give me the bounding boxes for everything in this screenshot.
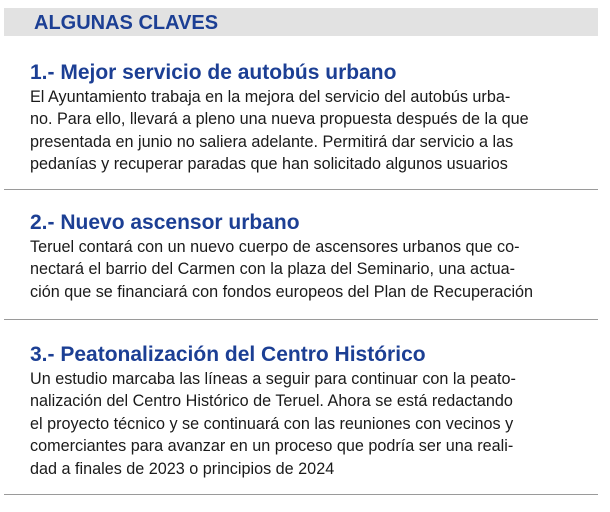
section-1-title: 1.- Mejor servicio de autobús urbano bbox=[30, 61, 397, 84]
section-2-line: Teruel contará con un nuevo cuerpo de ascensores urbanos que co- bbox=[30, 238, 520, 256]
section-3-title: 3.- Peatonalización del Centro Histórico bbox=[30, 343, 426, 366]
section-1-line: pedanías y recuperar paradas que han solicitado algunos usuarios bbox=[30, 155, 508, 174]
section-3-line: comerciantes para avanzar en un proceso que podría ser una reali- bbox=[30, 437, 514, 456]
section-1-line: presentada en junio no saliera adelante. Permitirá dar servicio a las bbox=[30, 132, 514, 151]
header-title: ALGUNAS CLAVES bbox=[34, 12, 219, 34]
section-3-line: dad a finales de 2023 o principios de 2024 bbox=[30, 459, 335, 478]
section-1-body bbox=[30, 86, 590, 176]
section-1 bbox=[30, 60, 590, 176]
section-3-line: Un estudio marcaba las líneas a seguir para continuar con la peato- bbox=[30, 370, 516, 388]
divider-3 bbox=[4, 494, 598, 495]
section-2 bbox=[30, 210, 590, 303]
section-1-line: El Ayuntamiento trabaja en la mejora del servicio del autobús urba- bbox=[30, 88, 511, 106]
section-1-line: no. Para ello, llevará a pleno una nueva propuesta después de la que bbox=[30, 110, 529, 129]
section-2-title: 2.- Nuevo ascensor urbano bbox=[30, 211, 300, 234]
divider-1 bbox=[4, 189, 598, 190]
divider-2 bbox=[4, 319, 598, 320]
header-band bbox=[4, 8, 598, 36]
section-2-line: nectará el barrio del Carmen con la plaza del Seminario, una actua- bbox=[30, 260, 515, 279]
section-3 bbox=[30, 342, 590, 480]
section-2-line: ción que se financiará con fondos europeos del Plan de Recuperación bbox=[30, 282, 534, 301]
section-2-body bbox=[30, 236, 590, 303]
section-3-line: nalización del Centro Histórico de Teruel. Ahora se está redactando bbox=[30, 392, 513, 411]
section-3-line: el proyecto técnico y se continuará con las reuniones con vecinos y bbox=[30, 414, 514, 433]
section-3-body bbox=[30, 368, 590, 480]
